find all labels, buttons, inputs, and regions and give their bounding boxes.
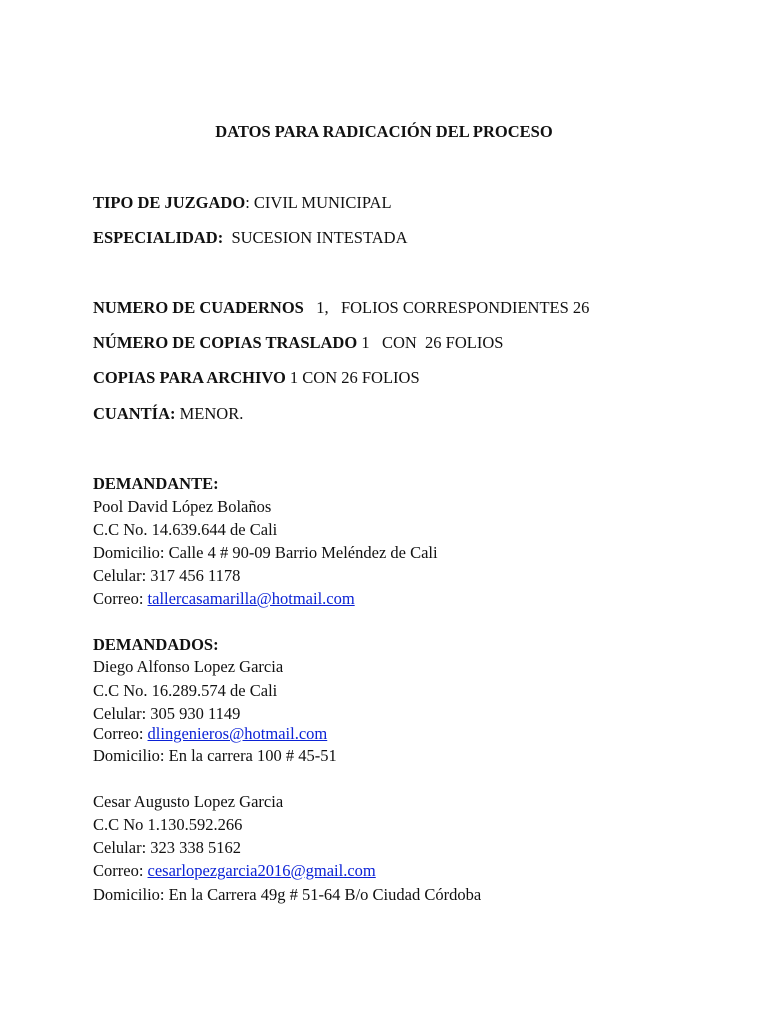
demandado-1-cc: C.C No. 16.289.574 de Cali	[93, 681, 278, 700]
copias-traslado-label: NÚMERO DE COPIAS TRASLADO	[93, 333, 358, 352]
demandante-correo-line	[93, 589, 355, 609]
demandado-2-email-link[interactable]: cesarlopezgarcia2016@gmail.com	[147, 861, 376, 880]
especialidad-line	[93, 228, 408, 248]
demandante-email-link[interactable]: tallercasamarilla@hotmail.com	[147, 589, 355, 608]
cuadernos-value: 1, FOLIOS CORRESPONDIENTES 26	[303, 298, 590, 317]
demandado-2-cc: C.C No 1.130.592.266	[93, 815, 243, 834]
cuadernos-line	[93, 298, 589, 318]
demandado-1-celular: Celular: 305 930 1149	[93, 704, 241, 723]
demandante-correo-label: Correo:	[93, 589, 148, 608]
cuantia-label: CUANTÍA:	[93, 404, 176, 423]
cuantia-line	[93, 404, 243, 424]
cuantia-value: MENOR.	[175, 404, 244, 423]
demandado-1-correo-line	[93, 724, 327, 744]
demandado-2-domicilio: Domicilio: En la Carrera 49g # 51-64 B/o Ciudad Córdoba	[93, 885, 482, 904]
especialidad-label: ESPECIALIDAD:	[93, 228, 224, 247]
demandado-1-email-link[interactable]: dlingenieros@hotmail.com	[147, 724, 328, 743]
tipo-juzgado-label: TIPO DE JUZGADO	[93, 193, 246, 212]
demandado-1-name: Diego Alfonso Lopez Garcia	[93, 657, 284, 676]
demandado-2-celular: Celular: 323 338 5162	[93, 838, 242, 857]
demandado-1-domicilio: Domicilio: En la carrera 100 # 45-51	[93, 746, 337, 765]
demandante-name: Pool David López Bolaños	[93, 497, 272, 516]
copias-traslado-value: 1 CON 26 FOLIOS	[357, 333, 504, 352]
copias-archivo-line	[93, 368, 420, 388]
demandante-domicilio: Domicilio: Calle 4 # 90-09 Barrio Meléndez de Cali	[93, 543, 438, 562]
copias-archivo-value: 1 CON 26 FOLIOS	[285, 368, 420, 387]
tipo-juzgado-line	[93, 193, 392, 213]
demandado-2-correo-label: Correo:	[93, 861, 148, 880]
cuadernos-label: NUMERO DE CUADERNOS	[93, 298, 304, 317]
demandados-heading: DEMANDADOS:	[93, 635, 219, 654]
copias-traslado-line	[93, 333, 503, 353]
demandado-2-correo-line	[93, 861, 376, 881]
demandante-celular: Celular: 317 456 1178	[93, 566, 241, 585]
copias-archivo-label: COPIAS PARA ARCHIVO	[93, 368, 286, 387]
demandante-cc: C.C No. 14.639.644 de Cali	[93, 520, 278, 539]
demandado-2-name: Cesar Augusto Lopez Garcia	[93, 792, 284, 811]
demandado-1-correo-label: Correo:	[93, 724, 148, 743]
especialidad-value: SUCESION INTESTADA	[223, 228, 408, 247]
tipo-juzgado-value: : CIVIL MUNICIPAL	[245, 193, 392, 212]
document-title: DATOS PARA RADICACIÓN DEL PROCESO	[215, 122, 553, 141]
demandante-heading: DEMANDANTE:	[93, 474, 219, 493]
